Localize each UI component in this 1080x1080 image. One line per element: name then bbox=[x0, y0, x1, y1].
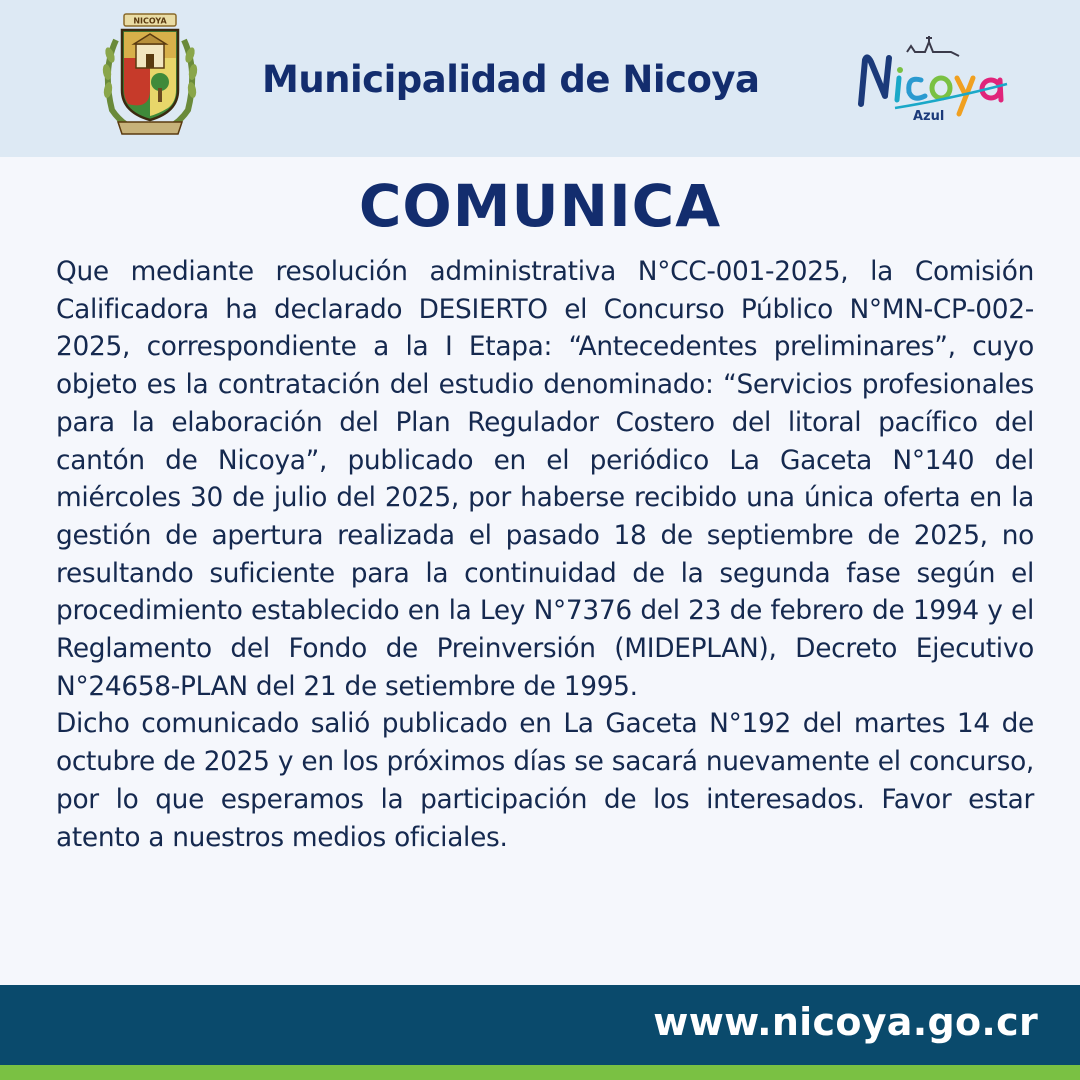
brand-subtitle: Azul bbox=[913, 109, 945, 122]
municipality-title: Municipalidad de Nicoya bbox=[262, 58, 760, 101]
coat-of-arms-icon bbox=[98, 10, 202, 138]
footer-stripe bbox=[0, 1065, 1080, 1080]
announcement-paragraph: Que mediante resolución administrativa N°CC-001-2025, la Comisión Calificadora ha declarado DESIERTO el Concurso Público N°MN-CP-002-2025, correspondiente a la I Etapa: “Antecedentes preliminares”, cuyo objeto es la contratación del estudio denominado: “Servicios profesionales para la elaboración del Plan Regulador Costero del litoral pacífico del cantón de Nicoya”, publicado en el periódico La Gaceta N°140 del miércoles 30 de julio del 2025, por haberse recibido una única oferta en la gestión de apertura realizada el pasado 18 de septiembre de 2025, no resultando suficiente para la continuidad de la segunda fase según el procedimiento establecido en la Ley N°7376 del 23 de febrero de 1994 y el Reglamento del Fondo de Preinversión (MIDEPLAN), Decreto Ejecutivo N°24658-PLAN del 21 de setiembre de 1995. bbox=[56, 256, 1034, 702]
footer-bar bbox=[0, 985, 1080, 1065]
header-bar bbox=[0, 0, 1080, 157]
nicoya-azul-logo-icon bbox=[855, 34, 1015, 122]
website-link[interactable]: www.nicoya.go.cr bbox=[653, 1000, 1038, 1044]
coat-banner-text: NICOYA bbox=[133, 16, 167, 26]
announcement-title: COMUNICA bbox=[358, 172, 722, 240]
announcement-paragraph: Dicho comunicado salió publicado en La Gaceta N°192 del martes 14 de octubre de 2025 y en los próximos días se sacará nuevamente el concurso, por lo que esperamos la participación de los interesados. Favor estar atento a nuestros medios oficiales. bbox=[56, 708, 1034, 853]
announcement-body bbox=[56, 253, 1034, 856]
